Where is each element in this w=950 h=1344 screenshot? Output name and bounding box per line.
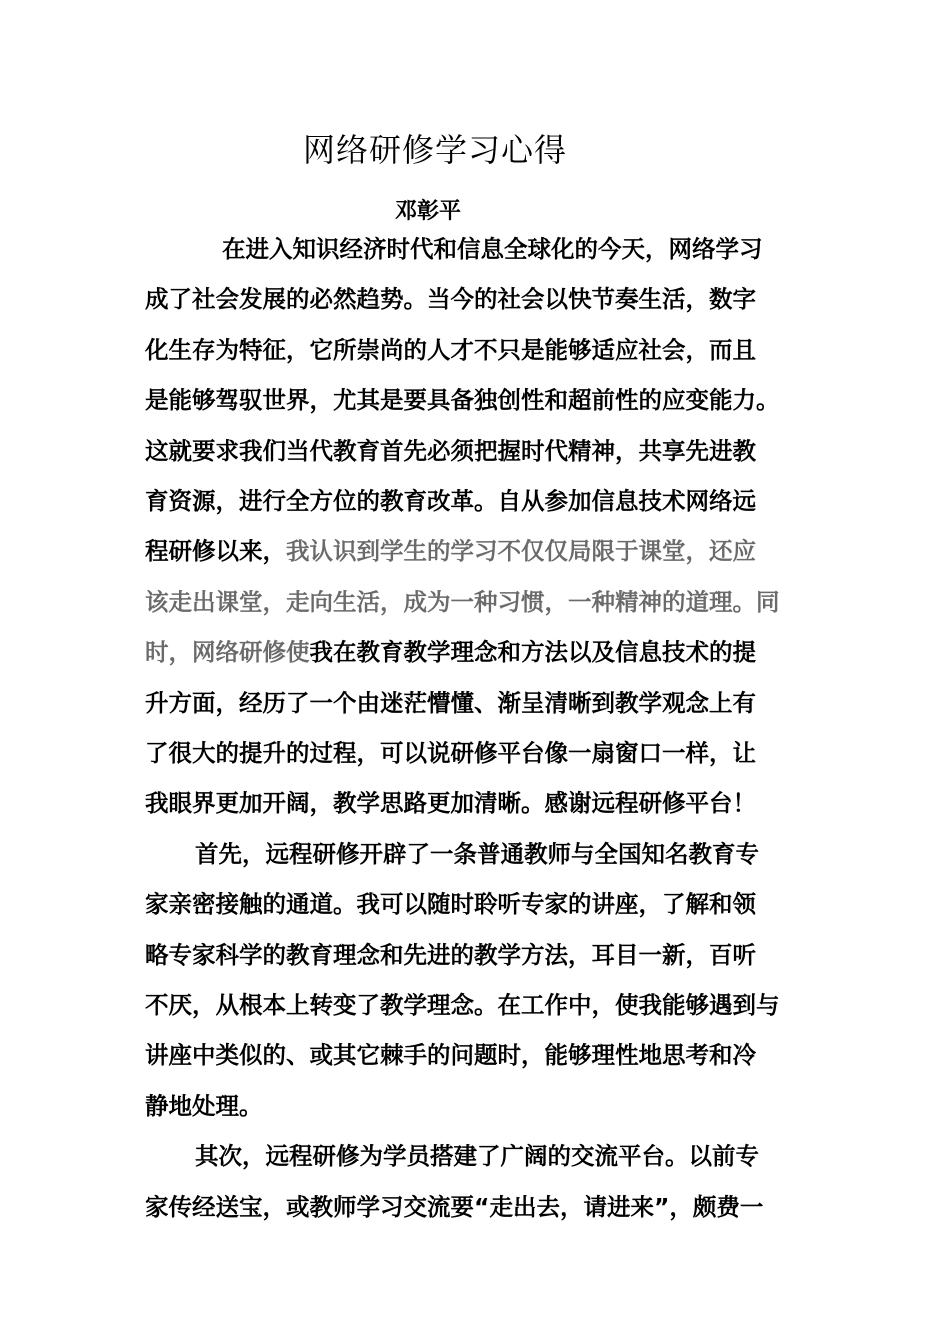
body-text-line [145,282,756,316]
body-text-line [145,988,780,1022]
body-text-line [145,434,756,468]
body-text-line [145,1038,756,1072]
text-segment: 化生存为特征，它所崇尚的人才不只是能够适应社会，而且 [145,335,756,364]
body-text-line [145,333,756,367]
text-segment: 家亲密接触的通道。我可以随时聆听专家的讲座，了解和领 [145,890,756,919]
body-text-line [145,635,756,669]
text-segment: 是能够驾驭世界，尤其是要具备独创性和超前性的应变能力。 [145,386,780,415]
text-segment: 讲座中类似的、或其它棘手的问题时，能够理性地思考和冷 [145,1041,756,1070]
text-segment: 静地处理。 [145,1091,263,1120]
text-segment: 我在教育教学理念和方法以及信息技术的提 [309,638,756,667]
highlighted-text-segment: 该走出课堂，走向生活，成为一种习惯，一种精神的道理。同 [145,587,780,616]
document-title: 网络研修学习心得 [303,131,568,169]
text-segment: 成了社会发展的必然趋势。当今的社会以快节奏生活，数字 [145,285,756,314]
text-segment: 在进入知识经济时代和信息全球化的今天，网络学习 [222,235,763,263]
body-text-line [145,887,756,921]
body-text-line [195,837,759,871]
text-segment: 略专家科学的教育理念和先进的教学方法，耳目一新，百听 [145,940,756,969]
text-segment: 了很大的提升的过程，可以说研修平台像一扇窗口一样，让 [145,739,756,767]
text-segment: 升方面，经历了一个由迷茫懵懂、渐呈清晰到教学观念上有 [145,688,756,717]
body-text-line [145,585,780,619]
body-text-line [145,1190,763,1224]
body-text-line [145,534,756,568]
body-text-line [145,736,756,770]
text-segment: 程研修以来， [145,537,286,566]
body-text-line [145,786,756,820]
text-segment: 其次，远程研修为学员搭建了广阔的交流平台。以前专 [195,1142,759,1171]
body-text-line [145,1089,263,1123]
body-text-line [145,484,756,518]
body-text-line [145,938,756,972]
text-segment: 我眼界更加开阔，教学思路更加清晰。感谢远程研修平台！ [145,789,756,818]
document-author: 邓彰平 [395,199,462,224]
body-text-line [222,232,763,266]
body-text-line [195,1139,759,1173]
highlighted-text-segment: 我认识到学生的学习不仅仅局限于课堂，还应 [286,537,756,566]
text-segment: 家传经送宝，或教师学习交流要“走出去，请进来”，颇费一 [145,1192,764,1221]
text-segment: 不厌，从根本上转变了教学理念。在工作中，使我能够遇到与 [145,991,780,1019]
text-segment: 育资源，进行全方位的教育改革。自从参加信息技术网络远 [145,487,756,515]
text-segment: 首先，远程研修开辟了一条普通教师与全国知名教育专 [195,839,759,868]
body-text-line [145,383,780,417]
text-segment: 这就要求我们当代教育首先必须把握时代精神，共享先进教 [145,436,756,465]
body-text-line [145,686,756,720]
highlighted-text-segment: 时，网络研修使 [145,638,310,667]
